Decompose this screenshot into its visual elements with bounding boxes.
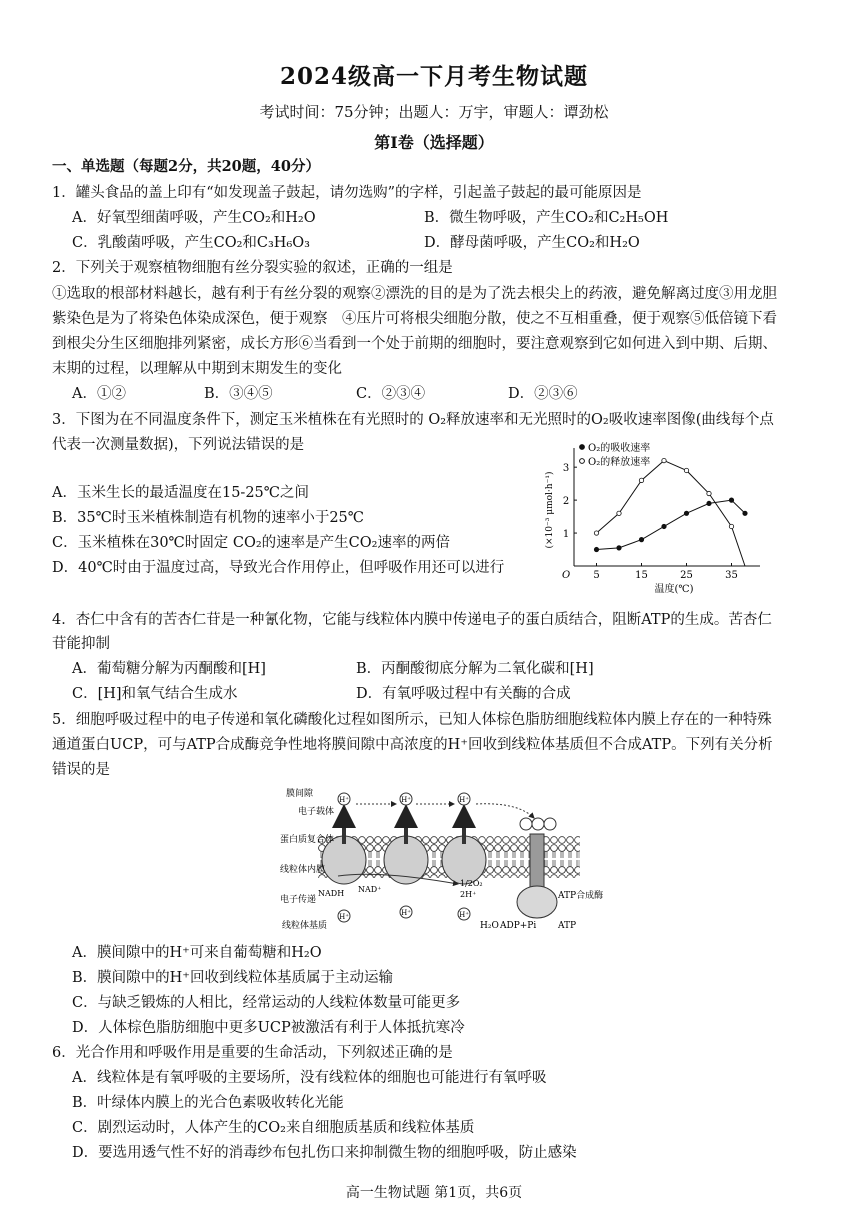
label-electron-transfer: 电子传递 (280, 895, 317, 905)
label-atp: ATP (558, 921, 577, 931)
q2-option-d: D．②③⑥ (508, 386, 578, 402)
label-membrane-space: 膜间隙 (286, 789, 314, 799)
label-half-o2: 1/2O₂ (460, 879, 483, 888)
q2-text-line: 紫染色是为了将染色体染成深色，便于观察 ④压片可将根尖细胞分散，使之不互相重叠，便于观察⑤低倍镜下看 (52, 311, 777, 327)
q4-option-a: A．葡萄糖分解为丙酮酸和[H] (72, 661, 266, 677)
q4-option-c: C．[H]和氧气结合生成水 (72, 686, 238, 702)
q2-option-b: B．③④⑤ (204, 386, 273, 402)
q4-option-d: D．有氧呼吸过程中有关酶的合成 (356, 686, 571, 702)
q5-option-a: A．膜间隙中的H⁺可来自葡萄糖和H₂O (72, 945, 322, 961)
data-point-1 (743, 511, 747, 515)
data-point-2 (662, 458, 666, 462)
data-point-1 (707, 501, 711, 505)
x-tick-label: 15 (635, 570, 648, 581)
q1-option-d: D．酵母菌呼吸，产生CO₂和H₂O (424, 235, 640, 251)
q2-text-line: ①选取的根部材料越长，越有利于有丝分裂的观察②漂洗的目的是为了洗去根尖上的药液，避免解离过度③用龙胆 (52, 286, 777, 302)
x-tick-label: 25 (680, 570, 693, 581)
data-point-2 (617, 511, 621, 515)
y-axis-label: (×10⁻³ μmol·h⁻¹) (545, 471, 555, 549)
q6-option-a: A．线粒体是有氧呼吸的主要场所，没有线粒体的细胞也可能进行有氧呼吸 (72, 1070, 547, 1086)
page-footer: 高一生物试题 第1页，共6页 (345, 1185, 523, 1201)
atp-synthase (517, 886, 557, 918)
label-inner-membrane: 线粒体内膜 (280, 865, 326, 875)
x-tick-label: 35 (725, 570, 738, 581)
q5-option-c: C．与缺乏锻炼的人相比，经常运动的人线粒体数量可能更多 (72, 995, 461, 1011)
q6-option-b: B．叶绿体内膜上的光合色素吸收转化光能 (72, 1095, 344, 1111)
q3-stem: 3．下图为在不同温度条件下，测定玉米植株在有光照时的 O₂释放速率和无光照时的O₂吸收速率图像(曲线每个点 (52, 412, 774, 428)
data-point-2 (594, 531, 598, 535)
q6-option-d: D．要选用透气性不好的消毒纱布包扎伤口来抑制微生物的细胞呼吸，防止感染 (72, 1145, 577, 1161)
data-point-1 (639, 537, 643, 541)
y-tick-label: 2 (562, 496, 570, 508)
data-point-2 (639, 478, 643, 482)
x-tick-label: 5 (593, 570, 600, 581)
x-axis-label: 温度(℃) (654, 584, 694, 595)
data-point-1 (729, 498, 733, 502)
part-heading: 第Ⅰ卷（选择题） (374, 133, 494, 152)
series-line-1 (597, 500, 746, 549)
q2-text-line: 到根尖分生区细胞排列紧密，成长方形⑥当看到一个处于前期的细胞时，要注意观察到它如何进入到中期、后期、 (52, 336, 777, 352)
data-point-2 (707, 491, 711, 495)
q5-option-d: D．人体棕色脂肪细胞中更多UCP被激活有利于人体抵抗寒冷 (72, 1020, 465, 1036)
legend-marker (580, 445, 585, 450)
h-ion-label: H⁺ (459, 796, 469, 804)
label-nadh: NADH (318, 889, 345, 898)
q3-option-a: A．玉米生长的最适温度在15-25℃之间 (52, 485, 309, 501)
q5-stem: 通道蛋白UCP，可与ATP合成酶竞争性地将膜间隙中高浓度的H⁺回收到线粒体基质但不合成ATP。下列有关分析 (52, 737, 773, 753)
q1-option-c: C．乳酸菌呼吸，产生CO₂和C₃H₆O₃ (72, 235, 310, 251)
data-point-1 (617, 546, 621, 550)
q4-stem: 苷能抑制 (52, 636, 110, 652)
legend-entry: O₂的吸收速率 (588, 443, 651, 454)
label-adp-pi: ADP+Pi (500, 921, 537, 931)
q2-option-c: C．②③④ (356, 386, 426, 402)
q6-stem: 6．光合作用和呼吸作用是重要的生命活动，下列叙述正确的是 (52, 1045, 453, 1061)
label-protein-complex: 蛋白质复合体 (280, 835, 335, 845)
q5-stem: 5．细胞呼吸过程中的电子传递和氧化磷酸化过程如图所示，已知人体棕色脂肪细胞线粒体内膜上存在的一种特殊 (52, 712, 772, 728)
q1-option-b: B．微生物呼吸，产生CO₂和C₂H₅OH (424, 210, 669, 226)
h-ion-label: H⁺ (339, 913, 349, 921)
label-matrix: 线粒体基质 (282, 921, 328, 931)
legend-marker (580, 459, 585, 464)
q5-option-b: B．膜间隙中的H⁺回收到线粒体基质属于主动运输 (72, 970, 393, 986)
label-2h: 2H⁺ (460, 890, 477, 899)
legend-entry: O₂的释放速率 (588, 457, 651, 468)
q2-option-a: A．①② (72, 386, 126, 402)
h-ion-label: H⁺ (459, 911, 469, 919)
q3-stem: 代表一次测量数据)，下列说法错误的是 (52, 437, 305, 453)
q3-option-d: D．40℃时由于温度过高，导致光合作用停止，但呼吸作用还可以进行 (52, 560, 505, 576)
h-ion-label: H⁺ (401, 796, 411, 804)
label-nad: NAD⁺ (358, 885, 382, 894)
origin-label: O (562, 570, 571, 581)
label-h2o: H₂O (480, 921, 499, 931)
data-point-2 (729, 524, 733, 528)
h-ion-label: H⁺ (401, 909, 411, 917)
q1-stem: 1．罐头食品的盖上印有“如发现盖子鼓起，请勿选购”的字样，引起盖子鼓起的最可能原因是 (52, 185, 642, 201)
q4-stem: 4．杏仁中含有的苦杏仁苷是一种氰化物，它能与线粒体内膜中传递电子的蛋白质结合，阻断ATP的生成。苦杏仁 (52, 612, 772, 628)
data-point-1 (594, 547, 598, 551)
q5-stem: 错误的是 (52, 762, 110, 778)
data-point-1 (684, 511, 688, 515)
data-point-1 (662, 524, 666, 528)
y-tick-label: 3 (562, 463, 570, 475)
section-heading: 一、单选题（每题2分，共20题，40分） (52, 158, 320, 175)
q2-stem: 2．下列关于观察植物细胞有丝分裂实验的叙述，正确的一组是 (52, 260, 453, 276)
q3-option-c: C．玉米植株在30℃时固定 CO₂的速率是产生CO₂速率的两倍 (52, 535, 450, 551)
label-electron-carrier: 电子载体 (298, 807, 335, 817)
q6-option-c: C．剧烈运动时，人体产生的CO₂来自细胞质基质和线粒体基质 (72, 1120, 475, 1136)
y-tick-label: 1 (562, 529, 570, 541)
temperature-rate-chart (536, 438, 766, 596)
data-point-2 (684, 468, 688, 472)
q3-option-b: B．35℃时玉米植株制造有机物的速率小于25℃ (52, 510, 364, 526)
electron-transport-diagram (278, 784, 604, 936)
q4-option-b: B．丙酮酸彻底分解为二氧化碳和[H] (356, 661, 594, 677)
h-ion-label: H⁺ (339, 796, 349, 804)
q2-text-line: 末期的过程，以理解从中期到末期发生的变化 (52, 361, 342, 377)
page-title: 2024级高一下月考生物试题 (279, 63, 588, 90)
exam-info: 考试时间：75分钟；出题人：万宇，审题人：谭劲松 (259, 103, 609, 121)
q1-option-a: A．好氧型细菌呼吸，产生CO₂和H₂O (72, 210, 316, 226)
label-atp-synthase: ATP合成酶 (558, 891, 604, 901)
